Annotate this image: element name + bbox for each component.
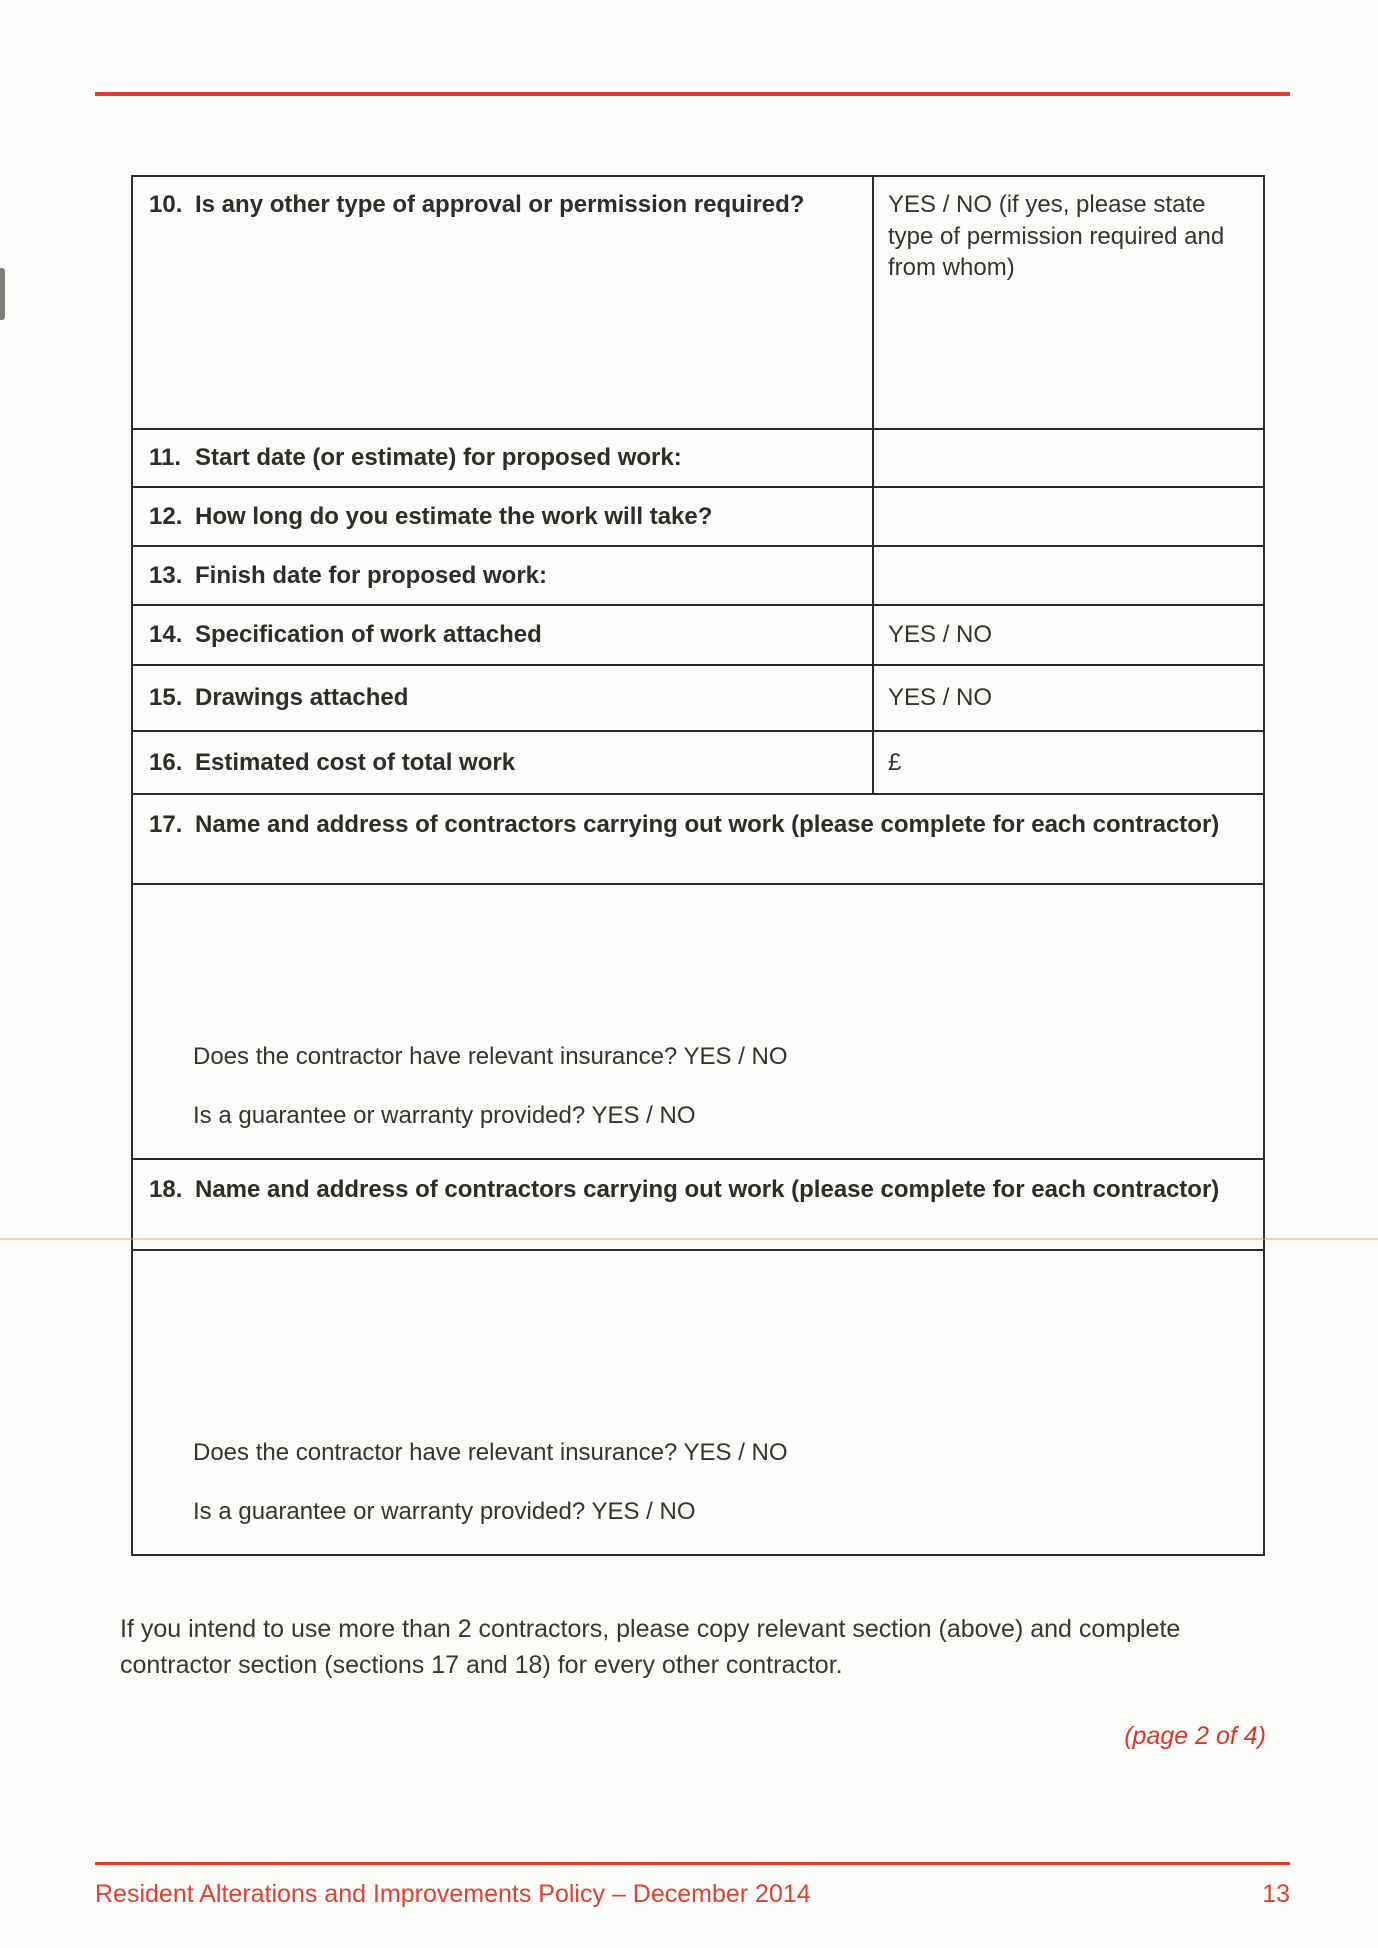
question-cell-12	[133, 488, 872, 545]
question-number: 12.	[149, 502, 183, 530]
answer-cell-10	[872, 177, 1263, 428]
question-number: 17.	[149, 811, 183, 838]
warranty-question: Is a guarantee or warranty provided? YES / NO	[193, 1498, 696, 1526]
question-cell-16	[133, 732, 872, 793]
question-text: Estimated cost of total work	[195, 748, 516, 776]
application-form-table	[131, 175, 1265, 1556]
answer-cell-13	[872, 547, 1263, 604]
question-cell-15	[133, 666, 872, 730]
footer-document-title: Resident Alterations and Improvements Policy – December 2014	[95, 1880, 811, 1908]
question-number: 11.	[149, 444, 182, 472]
question-text: Specification of work attached	[195, 621, 542, 649]
form-row-11	[133, 430, 1263, 488]
form-row-15	[133, 666, 1263, 732]
question-cell-10	[133, 177, 872, 428]
top-divider-rule	[95, 92, 1290, 96]
contractor-section-18-body	[133, 1251, 1263, 1554]
page-footer	[95, 1880, 1290, 1909]
section-heading-text: Name and address of contractors carrying out work (please complete for each contractor)	[195, 1176, 1220, 1203]
answer-cell-15	[872, 666, 1263, 730]
answer-cell-14	[872, 606, 1263, 664]
insurance-question: Does the contractor have relevant insurance? YES / NO	[193, 1438, 788, 1466]
question-number: 14.	[149, 621, 183, 649]
form-row-14	[133, 606, 1263, 666]
question-text: Drawings attached	[195, 684, 409, 712]
form-row-13	[133, 547, 1263, 606]
bottom-divider-rule	[95, 1862, 1290, 1865]
answer-text: YES / NO	[888, 684, 993, 712]
question-number: 13.	[149, 561, 183, 589]
answer-cell-12	[872, 488, 1263, 545]
answer-text: YES / NO (if yes, please state type of permission required and from whom)	[888, 191, 1225, 282]
contractor-section-17-body	[133, 885, 1263, 1160]
question-cell-13	[133, 547, 872, 604]
form-row-16	[133, 732, 1263, 795]
question-cell-11	[133, 430, 872, 486]
answer-text: YES / NO	[888, 621, 993, 649]
scan-edge-artifact	[0, 268, 5, 320]
question-text: Is any other type of approval or permission required?	[195, 191, 805, 218]
answer-cell-16	[872, 732, 1263, 793]
answer-cell-11	[872, 430, 1263, 486]
insurance-question: Does the contractor have relevant insurance? YES / NO	[193, 1042, 788, 1070]
question-text: Start date (or estimate) for proposed work:	[195, 444, 682, 472]
warranty-question: Is a guarantee or warranty provided? YES / NO	[193, 1102, 696, 1130]
footer-page-number: 13	[1262, 1880, 1290, 1908]
contractor-section-17-heading	[133, 795, 1263, 885]
form-row-10	[133, 177, 1263, 430]
question-number: 16.	[149, 748, 183, 776]
page-indicator: (page 2 of 4)	[1124, 1722, 1266, 1750]
copy-section-note: If you intend to use more than 2 contractors, please copy relevant section (above) and complete contractor section (sections 17 and 18) for every other contractor.	[120, 1615, 1181, 1679]
scan-seam-artifact	[0, 1238, 1378, 1240]
question-cell-14	[133, 606, 872, 664]
form-row-12	[133, 488, 1263, 547]
answer-text: £	[888, 748, 902, 776]
question-number: 18.	[149, 1176, 183, 1203]
question-number: 10.	[149, 191, 183, 218]
question-number: 15.	[149, 684, 183, 712]
question-text: Finish date for proposed work:	[195, 561, 548, 589]
section-heading-text: Name and address of contractors carrying out work (please complete for each contractor)	[195, 811, 1220, 838]
question-text: How long do you estimate the work will take?	[195, 502, 713, 530]
